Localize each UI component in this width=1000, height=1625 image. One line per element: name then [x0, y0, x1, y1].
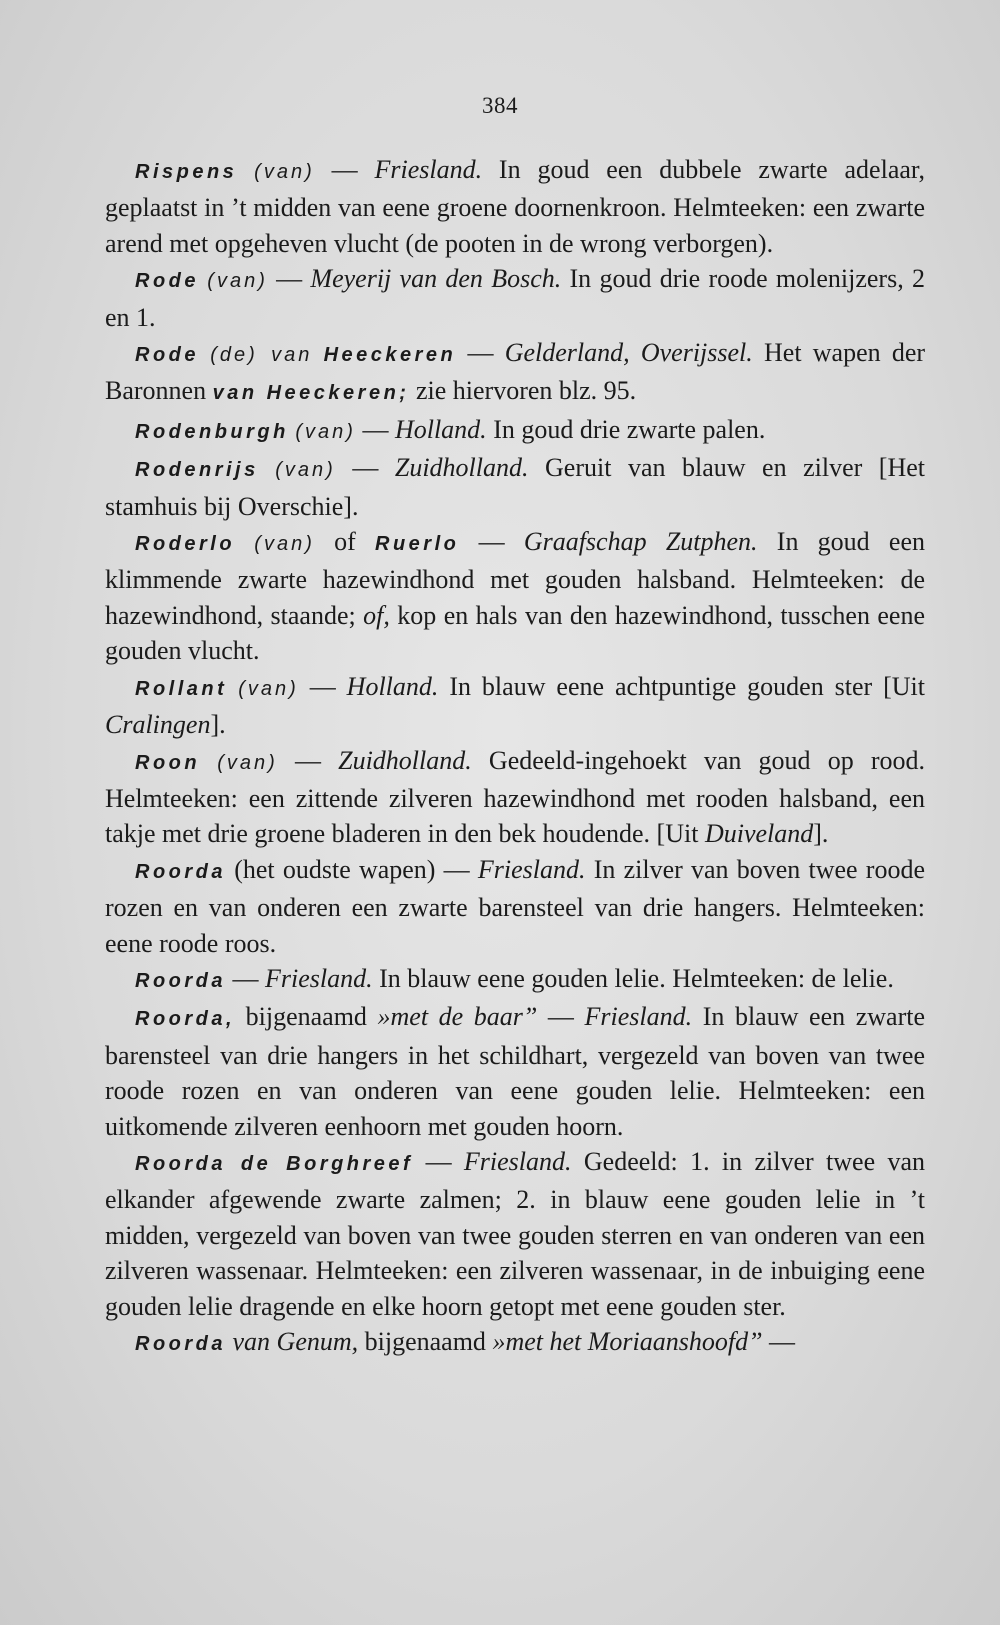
entry-name: Roorda de Borghreef	[135, 1152, 414, 1175]
entry-dash: —	[435, 854, 478, 884]
entry-roorda-van-genum	[105, 1324, 925, 1362]
entry-region: Friesland.	[463, 1146, 572, 1176]
page-number: 384	[482, 93, 518, 118]
entry-particle: (van)	[254, 533, 315, 556]
entry-roon	[105, 743, 925, 852]
entry-name: Rode	[135, 344, 199, 367]
entry-rode-de-van-heeckeren	[105, 335, 925, 412]
entry-name: Rispens	[135, 161, 238, 183]
entry-text: In goud een dubbele zwarte adelaar, geplaatst in ’t midden van eene groene doornenkroon. Helmteeken: een zwarte arend met opgeheven vlucht (de pooten in de wrong verborgen).	[105, 155, 926, 258]
entry-name: Roorda,	[135, 1008, 236, 1031]
entry-rode-van	[105, 261, 925, 335]
entry-qualifier: (het oudste wapen)	[226, 854, 436, 884]
entry-particle: (van)	[275, 459, 336, 482]
entry-region: Meyerij van den Bosch.	[310, 264, 562, 294]
entry-text-continued: ].	[210, 710, 226, 740]
entry-name: Roon	[135, 751, 201, 774]
entry-dash: —	[298, 671, 347, 701]
entry-source-place: Duiveland	[704, 819, 814, 849]
entry-text: In goud drie zwarte palen.	[486, 414, 766, 444]
entry-text: In zilver van boven twee roode rozen en van onderen een zwarte barensteel van drie hangers. Helmteeken: eene roode roos.	[105, 854, 926, 958]
entry-qualifier: bijgenaamd	[235, 1002, 378, 1032]
entry-region: Graafschap Zutphen.	[523, 527, 758, 557]
entry-source-place: Cralingen	[105, 710, 211, 740]
entry-text: Gedeeld-ingehoekt van goud op rood. Helmteeken: een zittende zilveren hazewindhond met rooden halsband, een takje met drie groene bladeren in den bek houdende. [Uit	[105, 745, 926, 849]
entry-dash: —	[413, 1146, 464, 1176]
entry-name: Roderlo	[135, 533, 236, 556]
entry-place-name: van Genum,	[226, 1327, 359, 1356]
entry-text: Geruit van blauw en zilver [Het stamhuis bij Overschie].	[105, 453, 926, 521]
entry-dash: —	[459, 527, 524, 557]
entry-rodenrijs	[105, 450, 925, 524]
entry-particle: (van)	[295, 420, 356, 443]
entry-name: Roorda	[135, 860, 226, 883]
entry-rodenburgh	[105, 412, 925, 450]
entry-particle: (van)	[217, 751, 278, 774]
entry-text: In blauw eene gouden lelie. Helmteeken: de lelie.	[372, 963, 894, 993]
entry-text-continued: zie hiervoren blz. 95.	[409, 376, 637, 406]
entry-text-continued: ].	[813, 819, 829, 849]
entry-text: In goud een klimmende zwarte hazewindhond met gouden halsband. Helmteeken: de hazewindhond, staande;	[105, 527, 925, 630]
entry-region: Zuidholland.	[338, 745, 472, 775]
entry-particle: (van)	[238, 677, 299, 700]
entry-dash: —	[537, 1002, 585, 1032]
entry-dash: —	[277, 745, 339, 775]
entry-text: Het wapen der Baronnen	[105, 338, 926, 406]
entry-dash: —	[267, 264, 311, 294]
entry-name: Rode	[135, 270, 199, 293]
entry-dash: —	[314, 155, 375, 184]
entry-text: In blauw eene achtpuntige gouden ster [Uit	[438, 671, 926, 701]
entry-region: Holland.	[394, 414, 487, 444]
entry-name: Roorda	[135, 1333, 226, 1355]
entry-alternative: of,	[363, 600, 390, 630]
entry-text-continued: kop en hals van den hazewindhond, tusschen eene gouden vlucht.	[105, 600, 925, 666]
entry-text: Gedeeld: 1. in zilver twee van elkander afgewende zwarte zalmen; 2. in blauw eene gouden lelie in ’t midden, vergezeld van boven van twee gouden sterren en van onderen van een zilveren wassenaar. Helmteeken: een zilveren wassenaar, in de inbuiging eene gouden lelie dragende en elke hoorn getopt met eene gouden ster.	[105, 1146, 925, 1321]
entry-roorda-met-de-baar	[105, 999, 925, 1144]
entry-region: Holland.	[346, 671, 439, 701]
entry-roderlo	[105, 524, 925, 669]
entry-dash: —	[762, 1327, 796, 1356]
entry-dash: —	[226, 963, 265, 993]
entry-region: Zuidholland.	[394, 453, 529, 483]
entry-conjunction: of	[314, 527, 375, 557]
entry-name-secondary: Ruerlo	[375, 533, 460, 556]
entry-particle: (van)	[254, 161, 315, 183]
entry-roorda-lelie	[105, 961, 925, 999]
entry-roorda-de-borghreef	[105, 1144, 925, 1324]
entry-list	[105, 152, 925, 1362]
entry-text: In goud drie roode molenijzers, 2 en 1.	[105, 264, 925, 332]
entry-rollant	[105, 669, 925, 743]
entry-dash: —	[355, 414, 395, 444]
entry-qualifier: bijgenaamd	[358, 1327, 493, 1356]
entry-region: Friesland.	[374, 155, 483, 184]
entry-name: Rollant	[135, 677, 228, 700]
entry-dash: —	[456, 338, 505, 368]
entry-cross-reference: van Heeckeren;	[212, 382, 410, 405]
entry-name: Rodenburgh	[135, 420, 289, 443]
entry-name-secondary: Heeckeren	[323, 344, 457, 367]
entry-rispens	[105, 152, 925, 261]
entry-particle: (van)	[207, 270, 268, 293]
entry-region: Friesland.	[477, 854, 586, 884]
entry-particle: (de) van	[210, 344, 313, 367]
entry-region: Friesland.	[265, 963, 373, 993]
entry-roorda-oudste	[105, 852, 925, 961]
entry-text: In blauw een zwarte barensteel van drie hangers in het schildhart, vergezeld van boven van twee roode rozen en van onderen van eene gouden lelie. Helmteeken: een uitkomende zilveren eenhoorn met gouden hoorn.	[105, 1002, 926, 1141]
entry-name: Roorda	[135, 969, 226, 992]
entry-dash: —	[335, 453, 395, 483]
entry-region: Friesland.	[584, 1002, 693, 1032]
entry-alias: »met de baar”	[377, 1002, 538, 1032]
entry-alias: »met het Moriaanshoofd”	[492, 1327, 763, 1356]
entry-name: Rodenrijs	[135, 459, 259, 482]
entry-region: Gelderland, Overijssel.	[504, 338, 753, 368]
